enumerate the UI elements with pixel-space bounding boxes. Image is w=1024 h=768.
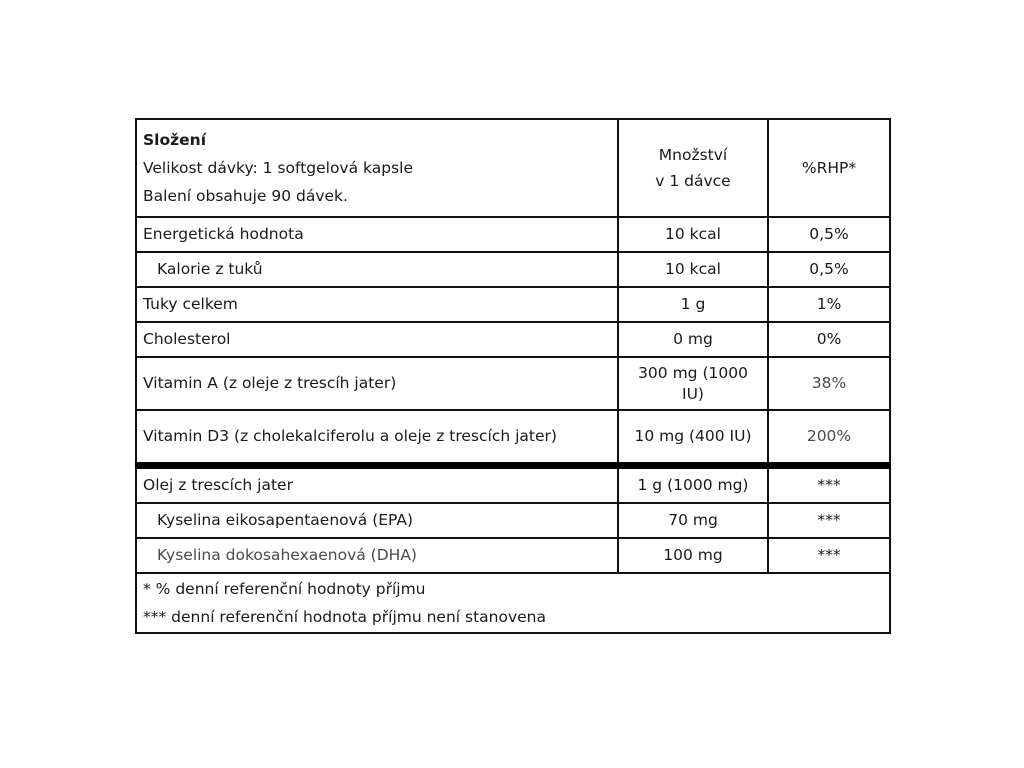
- nutrient-amount: 100 mg: [618, 538, 768, 573]
- nutrient-rhp: 38%: [768, 357, 890, 410]
- table-row: [136, 466, 890, 504]
- nutrient-amount: 10 mg (400 IU): [618, 410, 768, 466]
- nutrient-amount: 70 mg: [618, 503, 768, 538]
- table-row: [136, 322, 890, 357]
- nutrient-name: Vitamin A (z oleje z trescíh jater): [136, 357, 618, 410]
- nutrient-rhp: 0%: [768, 322, 890, 357]
- table-row: [136, 287, 890, 322]
- nutrient-name: Vitamin D3 (z cholekalciferolu a oleje z trescích jater): [136, 410, 618, 466]
- rhp-header-cell: %RHP*: [768, 119, 890, 217]
- composition-header-cell: [136, 119, 618, 217]
- amount-header-cell: [618, 119, 768, 217]
- nutrient-amount: 0 mg: [618, 322, 768, 357]
- nutrient-rhp: ***: [768, 503, 890, 538]
- nutrient-name: Tuky celkem: [136, 287, 618, 322]
- table-header-row: [136, 119, 890, 217]
- table-row: [136, 217, 890, 252]
- nutrient-amount: 1 g (1000 mg): [618, 466, 768, 504]
- nutrient-amount: 1 g: [618, 287, 768, 322]
- nutrient-name: Kyselina dokosahexaenová (DHA): [136, 538, 618, 573]
- nutrient-name: Cholesterol: [136, 322, 618, 357]
- nutrient-rhp: ***: [768, 538, 890, 573]
- nutrient-amount: 300 mg (1000 IU): [618, 357, 768, 410]
- nutrient-name: Olej z trescích jater: [136, 466, 618, 504]
- nutrition-facts-table: [135, 118, 891, 634]
- servings-per-package: Balení obsahuje 90 dávek.: [143, 187, 348, 205]
- nutrient-amount: 10 kcal: [618, 252, 768, 287]
- table-row: [136, 538, 890, 573]
- amount-label-line1: Množství: [658, 146, 728, 164]
- footnote-rhp: * % denní referenční hodnoty příjmu: [143, 580, 426, 598]
- nutrient-name: Kyselina eikosapentaenová (EPA): [136, 503, 618, 538]
- nutrient-name: Kalorie z tuků: [136, 252, 618, 287]
- nutrient-name: Energetická hodnota: [136, 217, 618, 252]
- nutrient-rhp: 200%: [768, 410, 890, 466]
- nutrient-amount: 10 kcal: [618, 217, 768, 252]
- nutrient-rhp: 0,5%: [768, 252, 890, 287]
- table-row: [136, 357, 890, 410]
- nutrient-rhp: 1%: [768, 287, 890, 322]
- table-row: [136, 252, 890, 287]
- nutrient-rhp: 0,5%: [768, 217, 890, 252]
- table-row: [136, 503, 890, 538]
- footnote-row: [136, 573, 890, 633]
- footnote-cell: [136, 573, 890, 633]
- serving-size: Velikost dávky: 1 softgelová kapsle: [143, 159, 413, 177]
- footnote-not-set: *** denní referenční hodnota příjmu není stanovena: [143, 608, 546, 626]
- nutrient-rhp: ***: [768, 466, 890, 504]
- table-row: [136, 410, 890, 466]
- amount-label-line2: v 1 dávce: [655, 172, 731, 190]
- composition-title: Složení: [143, 131, 207, 149]
